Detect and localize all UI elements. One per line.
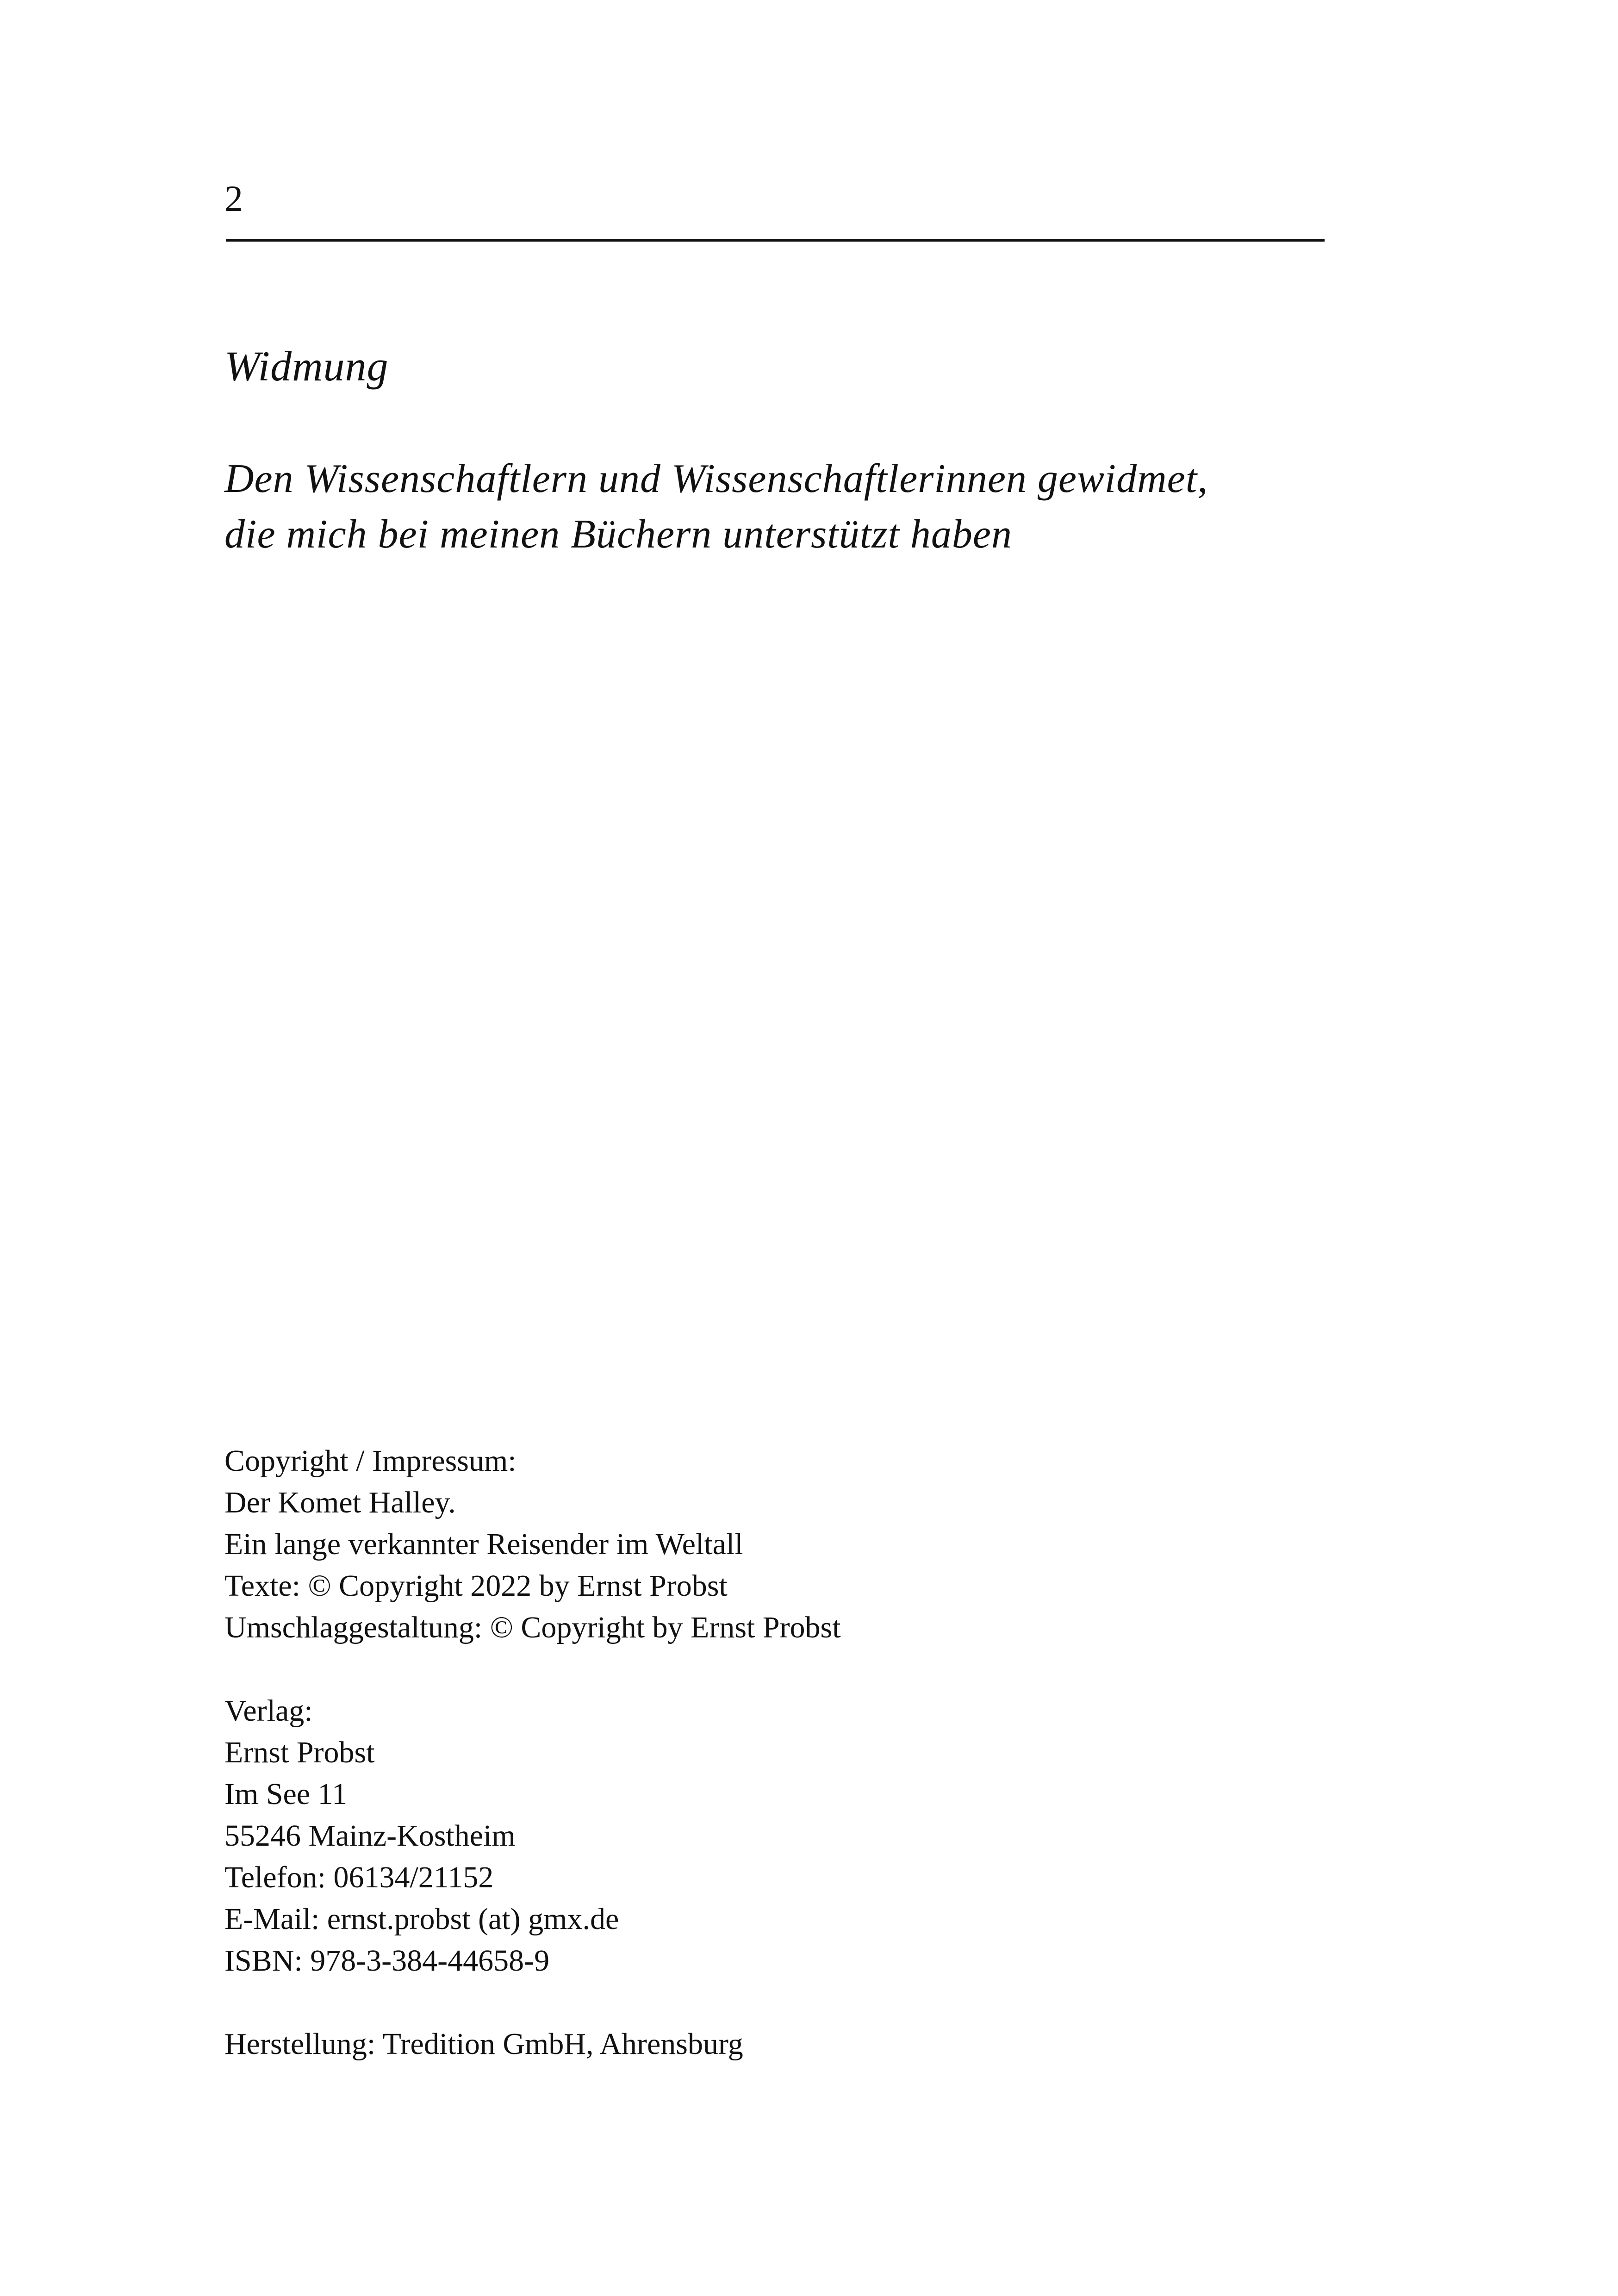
page-number: 2 [224,179,243,219]
dedication-text [224,451,1428,562]
text-copyright: Texte: © Copyright 2022 by Ernst Probst [224,1569,728,1603]
dedication-line: die mich bei meinen Büchern unterstützt haben [224,512,1012,557]
publisher-heading: Verlag: [224,1694,313,1728]
book-subtitle: Ein lange verkannter Reisender im Weltall [224,1527,743,1561]
publisher-block [224,1690,1428,1982]
imprint [224,1440,1428,2065]
dedication-title: Widmung [224,342,389,390]
production-credit: Herstellung: Tredition GmbH, Ahrensburg [224,2027,743,2061]
isbn: ISBN: 978-3-384-44658-9 [224,1944,550,1978]
copyright-block [224,1440,1428,1649]
block-spacer [224,1982,1428,2023]
publisher-phone: Telefon: 06134/21152 [224,1860,494,1894]
book-title: Der Komet Halley. [224,1486,456,1519]
publisher-city: 55246 Mainz-Kostheim [224,1819,516,1853]
publisher-street: Im See 11 [224,1777,348,1811]
publisher-name: Ernst Probst [224,1736,375,1769]
dedication-line: Den Wissenschaftlern und Wissenschaftlerinnen gewidmet, [224,456,1208,501]
copyright-heading: Copyright / Impressum: [224,1444,517,1478]
block-spacer [224,1649,1428,1690]
cover-copyright: Umschlaggestaltung: © Copyright by Ernst Probst [224,1611,841,1644]
publisher-email: E-Mail: ernst.probst (at) gmx.de [224,1902,619,1936]
header-rule [226,239,1325,242]
